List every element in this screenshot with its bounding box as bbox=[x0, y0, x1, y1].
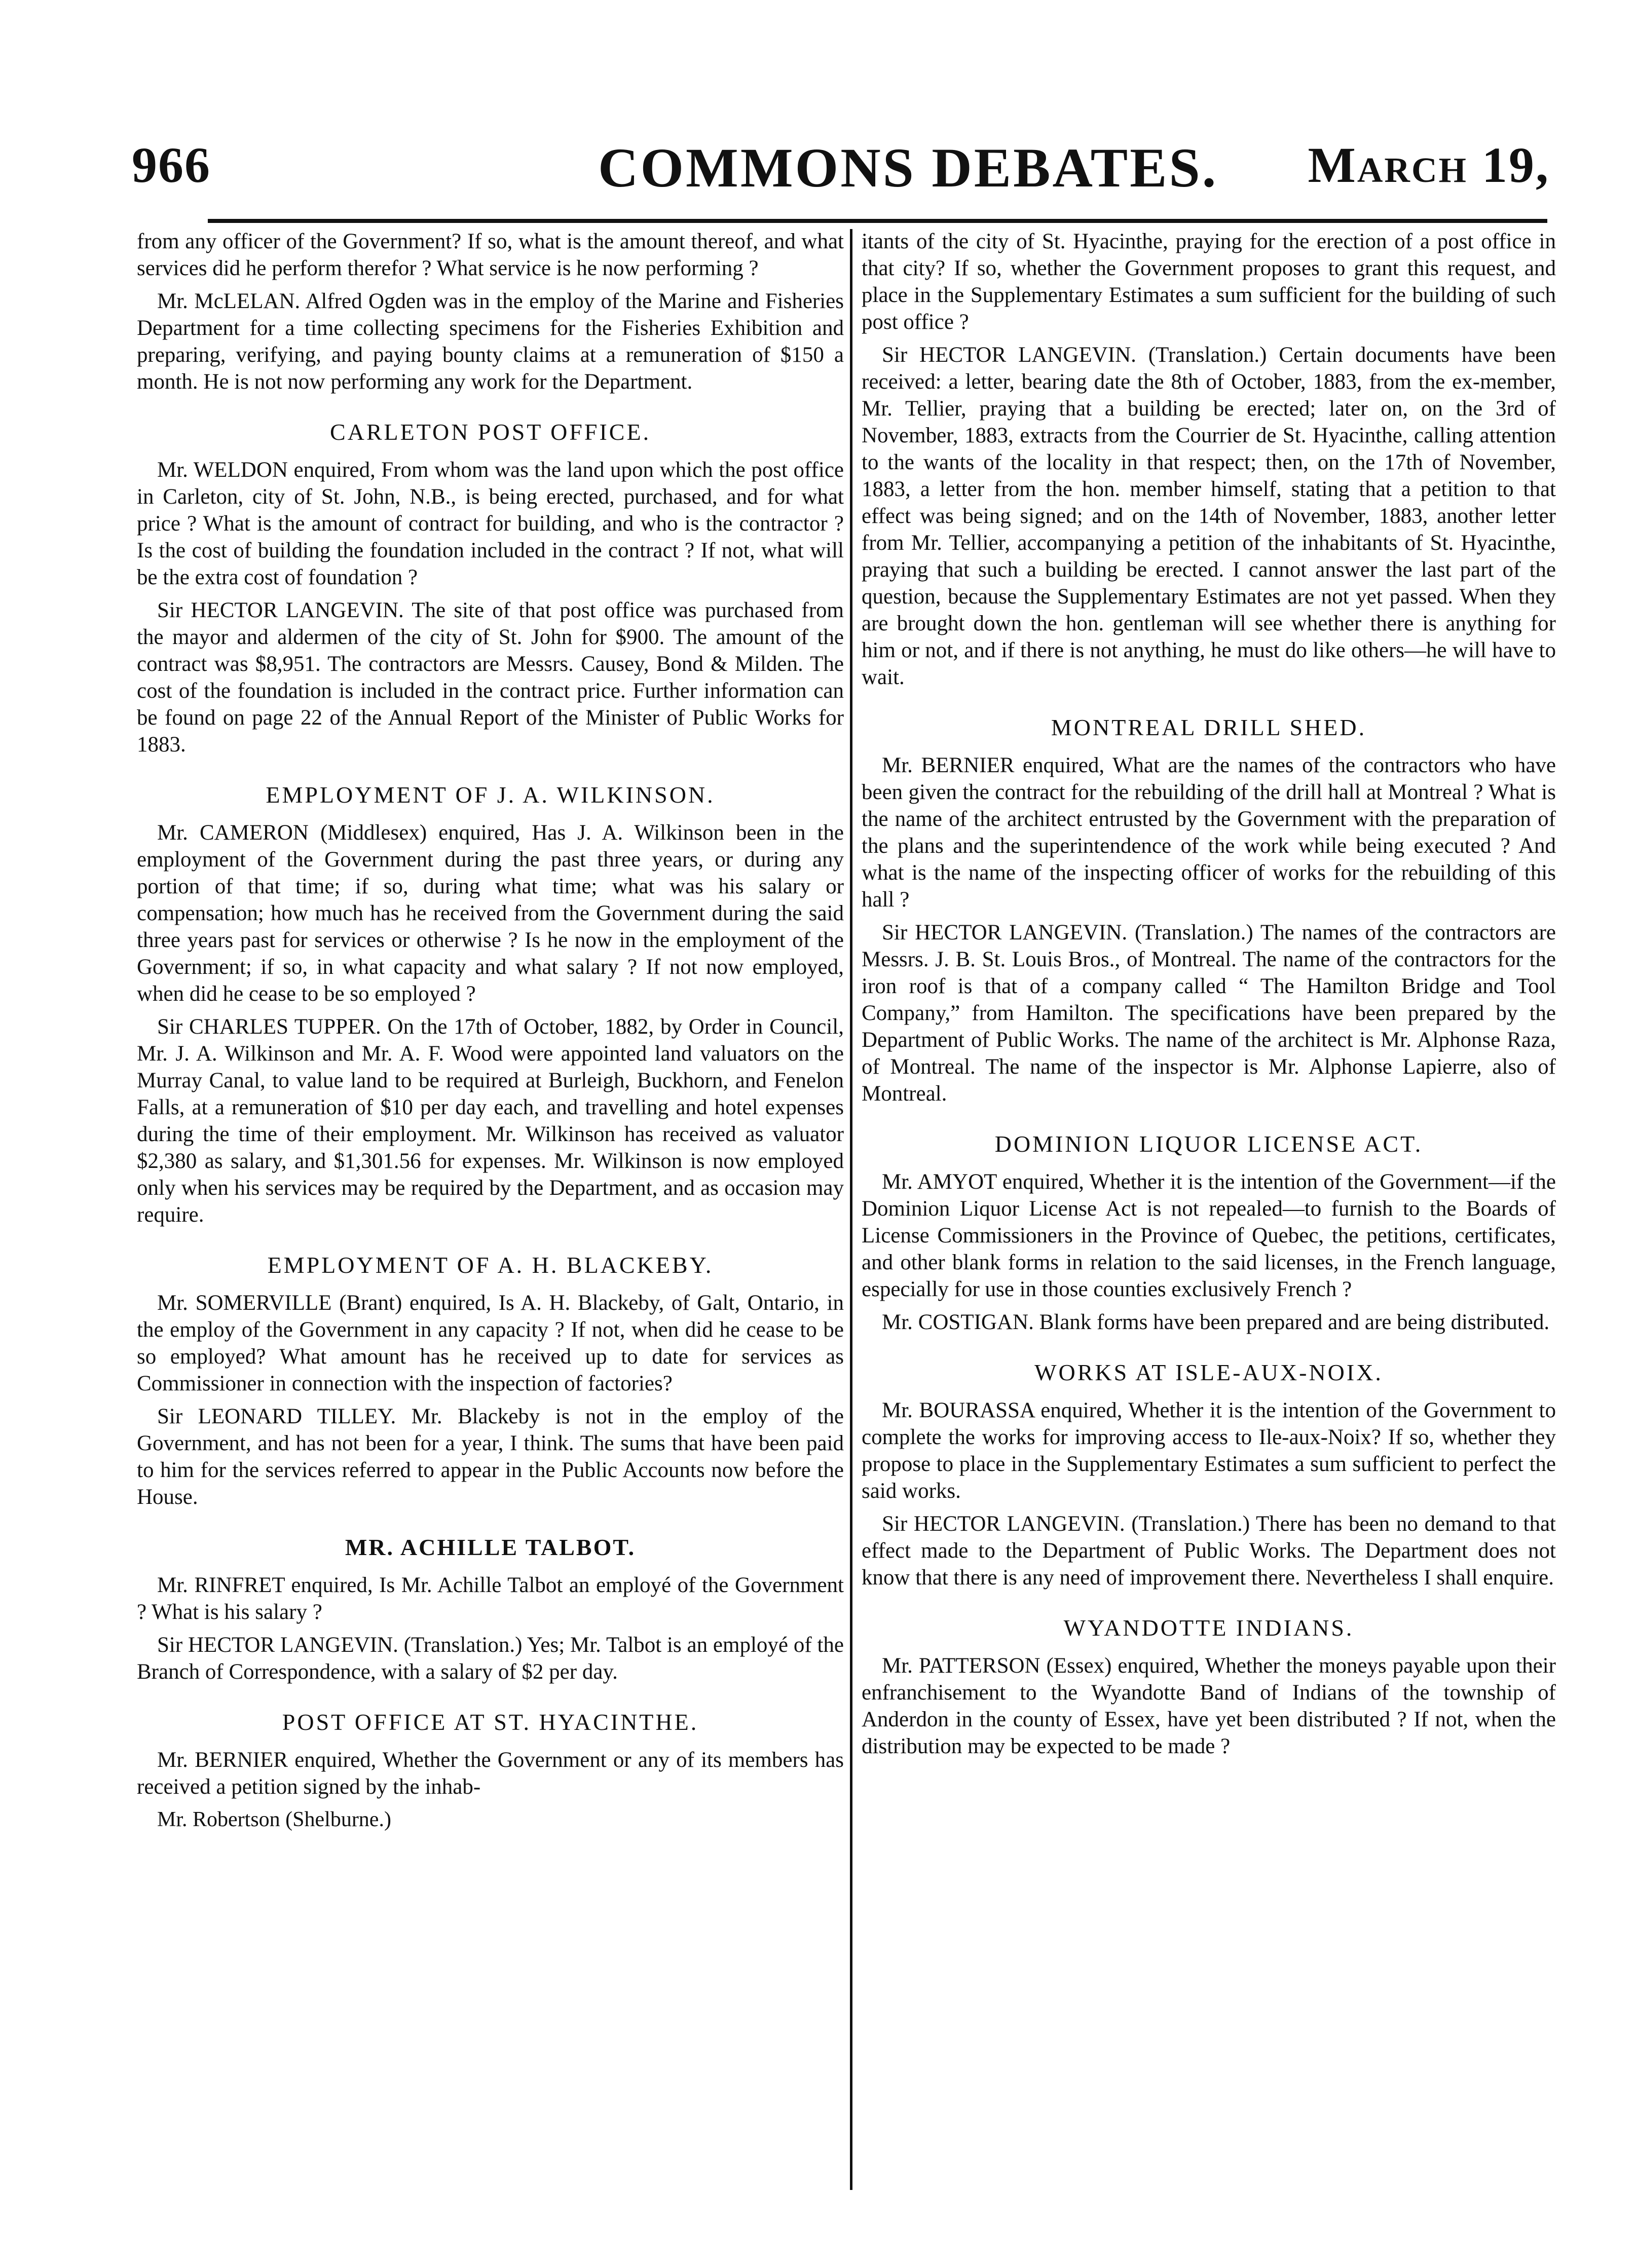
paragraph: Mr. BERNIER enquired, Whether the Government or any of its members has received a petition signed by the inhab- bbox=[137, 1748, 844, 1799]
header-rule bbox=[208, 219, 1547, 223]
section-heading: MR. ACHILLE TALBOT. bbox=[345, 1534, 636, 1560]
paragraph: Mr. CAMERON (Middlesex) enquired, Has J. A. Wilkinson been in the employment of the Government during the past three years, or during any portion of that time; if so, during what time; what was his salary or compensation; how much has he received from the Government during the said three years past for services or otherwise ? Is he now in the employment of the Government; if so, in what capacity and what salary ? If not now employed, when did he cease to be so employed ? bbox=[137, 821, 844, 1006]
paragraph: Mr. BOURASSA enquired, Whether it is the intention of the Government to complete the works for improving access to Ile-aux-Noix? If so, whether they propose to place in the Supplementary Estimates a sum sufficient to perfect the said works. bbox=[862, 1398, 1556, 1503]
page-number: 966 bbox=[132, 137, 211, 193]
paragraph: Mr. RINFRET enquired, Is Mr. Achille Talbot an employé of the Government ? What is his salary ? bbox=[137, 1573, 844, 1624]
section-heading: CARLETON POST OFFICE. bbox=[329, 419, 651, 445]
paragraph: Sir HECTOR LANGEVIN. The site of that post office was purchased from the mayor and aldermen of the city of St. John for $900. The amount of the contract was $8,951. The contractors are Messrs. Causey, Bond & Milden. The cost of the foundation is included in the contract price. Further information can be found on page 22 of the Annual Report of the Minister of Public Works for 1883. bbox=[137, 598, 844, 757]
section-heading: MONTREAL DRILL SHED. bbox=[1051, 714, 1367, 740]
paragraph: Mr. AMYOT enquired, Whether it is the intention of the Government—if the Dominion Liquor License Act is not repealed—to furnish to the Boards of License Commissioners in the Province of Quebec, the petitions, certificates, and other blank forms in relation to the said licenses, in the French language, especially for use in those counties exclusively French ? bbox=[862, 1170, 1556, 1301]
section-heading: EMPLOYMENT OF J. A. WILKINSON. bbox=[266, 782, 715, 808]
paragraph: Sir HECTOR LANGEVIN. (Translation.) Yes; Mr. Talbot is an employé of the Branch of Correspondence, with a salary of $2 per day. bbox=[137, 1633, 844, 1684]
paragraph: Sir HECTOR LANGEVIN. (Translation.) There has been no demand to that effect made to the Department of Public Works. The Department does not know that there is any need of improvement there. Nevertheless I shall enquire. bbox=[862, 1512, 1556, 1590]
paragraph: Sir LEONARD TILLEY. Mr. Blackeby is not in the employ of the Government, and has not been for a year, I think. The sums that have been paid to him for the services referred to appear in the Public Accounts now before the House. bbox=[137, 1405, 844, 1509]
paragraph: from any officer of the Government? If so, what is the amount thereof, and what services did he perform therefor ? What service is he now performing ? bbox=[137, 230, 844, 280]
section-heading: WYANDOTTE INDIANS. bbox=[1063, 1615, 1354, 1641]
paragraph: Mr. WELDON enquired, From whom was the land upon which the post office in Carleton, city of St. John, N.B., is being erected, purchased, and for what price ? What is the amount of contract for building, and who is the contractor ? Is the cost of building the foundation included in the contract ? If not, what will be the extra cost of foundation ? bbox=[137, 458, 844, 589]
footer-signature: Mr. Robertson (Shelburne.) bbox=[157, 1808, 391, 1831]
paragraph: Mr. McLELAN. Alfred Ogden was in the employ of the Marine and Fisheries Department for a time collecting specimens for the Fisheries Exhibition and preparing, verifying, and paying bounty claims at a remuneration of $150 a month. He is not now performing any work for the Department. bbox=[137, 289, 844, 394]
publication-title: COMMONS DEBATES. bbox=[598, 137, 1218, 199]
paragraph: Sir HECTOR LANGEVIN. (Translation.) The names of the contractors are Messrs. J. B. St. Louis Bros., of Montreal. The name of the contractors for the iron roof is that of a company called “ The Hamilton Bridge and Tool Company,” from Hamilton. The specifications have been prepared by the Department of Public Works. The name of the architect is Mr. Alphonse Raza, of Montreal. The name of the inspector is Mr. Alphonse Lapierre, also of Montreal. bbox=[862, 921, 1556, 1106]
left-column bbox=[137, 228, 844, 1833]
paragraph: Mr. BERNIER enquired, What are the names of the contractors who have been given the contract for the rebuilding of the drill hall at Montreal ? What is the name of the architect entrusted by the Government with the preparation of the plans and the superintendence of the work while being executed ? And what is the name of the inspecting officer of works for the rebuilding of this hall ? bbox=[862, 753, 1556, 912]
section-heading: WORKS AT ISLE-AUX-NOIX. bbox=[1034, 1359, 1383, 1385]
paragraph: Sir HECTOR LANGEVIN. (Translation.) Certain documents have been received: a letter, bearing date the 8th of October, 1883, from the ex-member, Mr. Tellier, praying that a building be erected; later on, on the 3rd of November, 1883, extracts from the Courrier de St. Hyacinthe, calling attention to the wants of the locality in that respect; then, on the 17th of November, 1883, a letter from the hon. member himself, stating that a petition to that effect was being signed; and on the 14th of November, 1883, another letter from Mr. Tellier, accompanying a petition of the inhabitants of St. Hyacinthe, praying that such a building be erected. I cannot answer the last part of the question, because the Supplementary Estimates are not yet passed. When they are brought down the hon. gentleman will see whether there is anything for him or not, and if there is not anything, he must do like others—he will have to wait. bbox=[862, 343, 1556, 689]
right-column bbox=[862, 228, 1556, 1766]
paragraph: Mr. SOMERVILLE (Brant) enquired, Is A. H. Blackeby, of Galt, Ontario, in the employ of the Government in any capacity ? If not, when did he cease to be so employed? What amount has he received up to date for services as Commissioner in connection with the inspection of factories? bbox=[137, 1291, 844, 1395]
paragraph: Sir CHARLES TUPPER. On the 17th of October, 1882, by Order in Council, Mr. J. A. Wilkinson and Mr. A. F. Wood were appointed land valuators on the Murray Canal, to value land to be required at Burleigh, Buckhorn, and Fenelon Falls, at a remuneration of $10 per day each, and travelling and hotel expenses during the time of their employment. Mr. Wilkinson has received as valuator $2,380 as salary, and $1,301.56 for expenses. Mr. Wilkinson is now employed only when his services may be required by the Department, and as occasion may require. bbox=[137, 1015, 844, 1227]
column-divider bbox=[850, 229, 852, 2190]
section-heading: POST OFFICE AT ST. HYACINTHE. bbox=[282, 1709, 699, 1735]
paragraph: Mr. COSTIGAN. Blank forms have been prepared and are being distributed. bbox=[882, 1310, 1550, 1334]
section-heading: DOMINION LIQUOR LICENSE ACT. bbox=[994, 1131, 1423, 1157]
page-header bbox=[0, 0, 1636, 238]
header-date: March 19, bbox=[1308, 137, 1550, 193]
paragraph: Mr. PATTERSON (Essex) enquired, Whether the moneys payable upon their enfranchisement to the Wyandotte Band of Indians of the township of Anderdon in the county of Essex, have yet been distributed ? If not, when the distribution may be expected to be made ? bbox=[862, 1654, 1556, 1758]
paragraph: itants of the city of St. Hyacinthe, praying for the erection of a post office in that city? If so, whether the Government proposes to grant this request, and place in the Supplementary Estimates a sum sufficient for the building of such post office ? bbox=[862, 230, 1556, 334]
section-heading: EMPLOYMENT OF A. H. BLACKEBY. bbox=[267, 1252, 714, 1278]
